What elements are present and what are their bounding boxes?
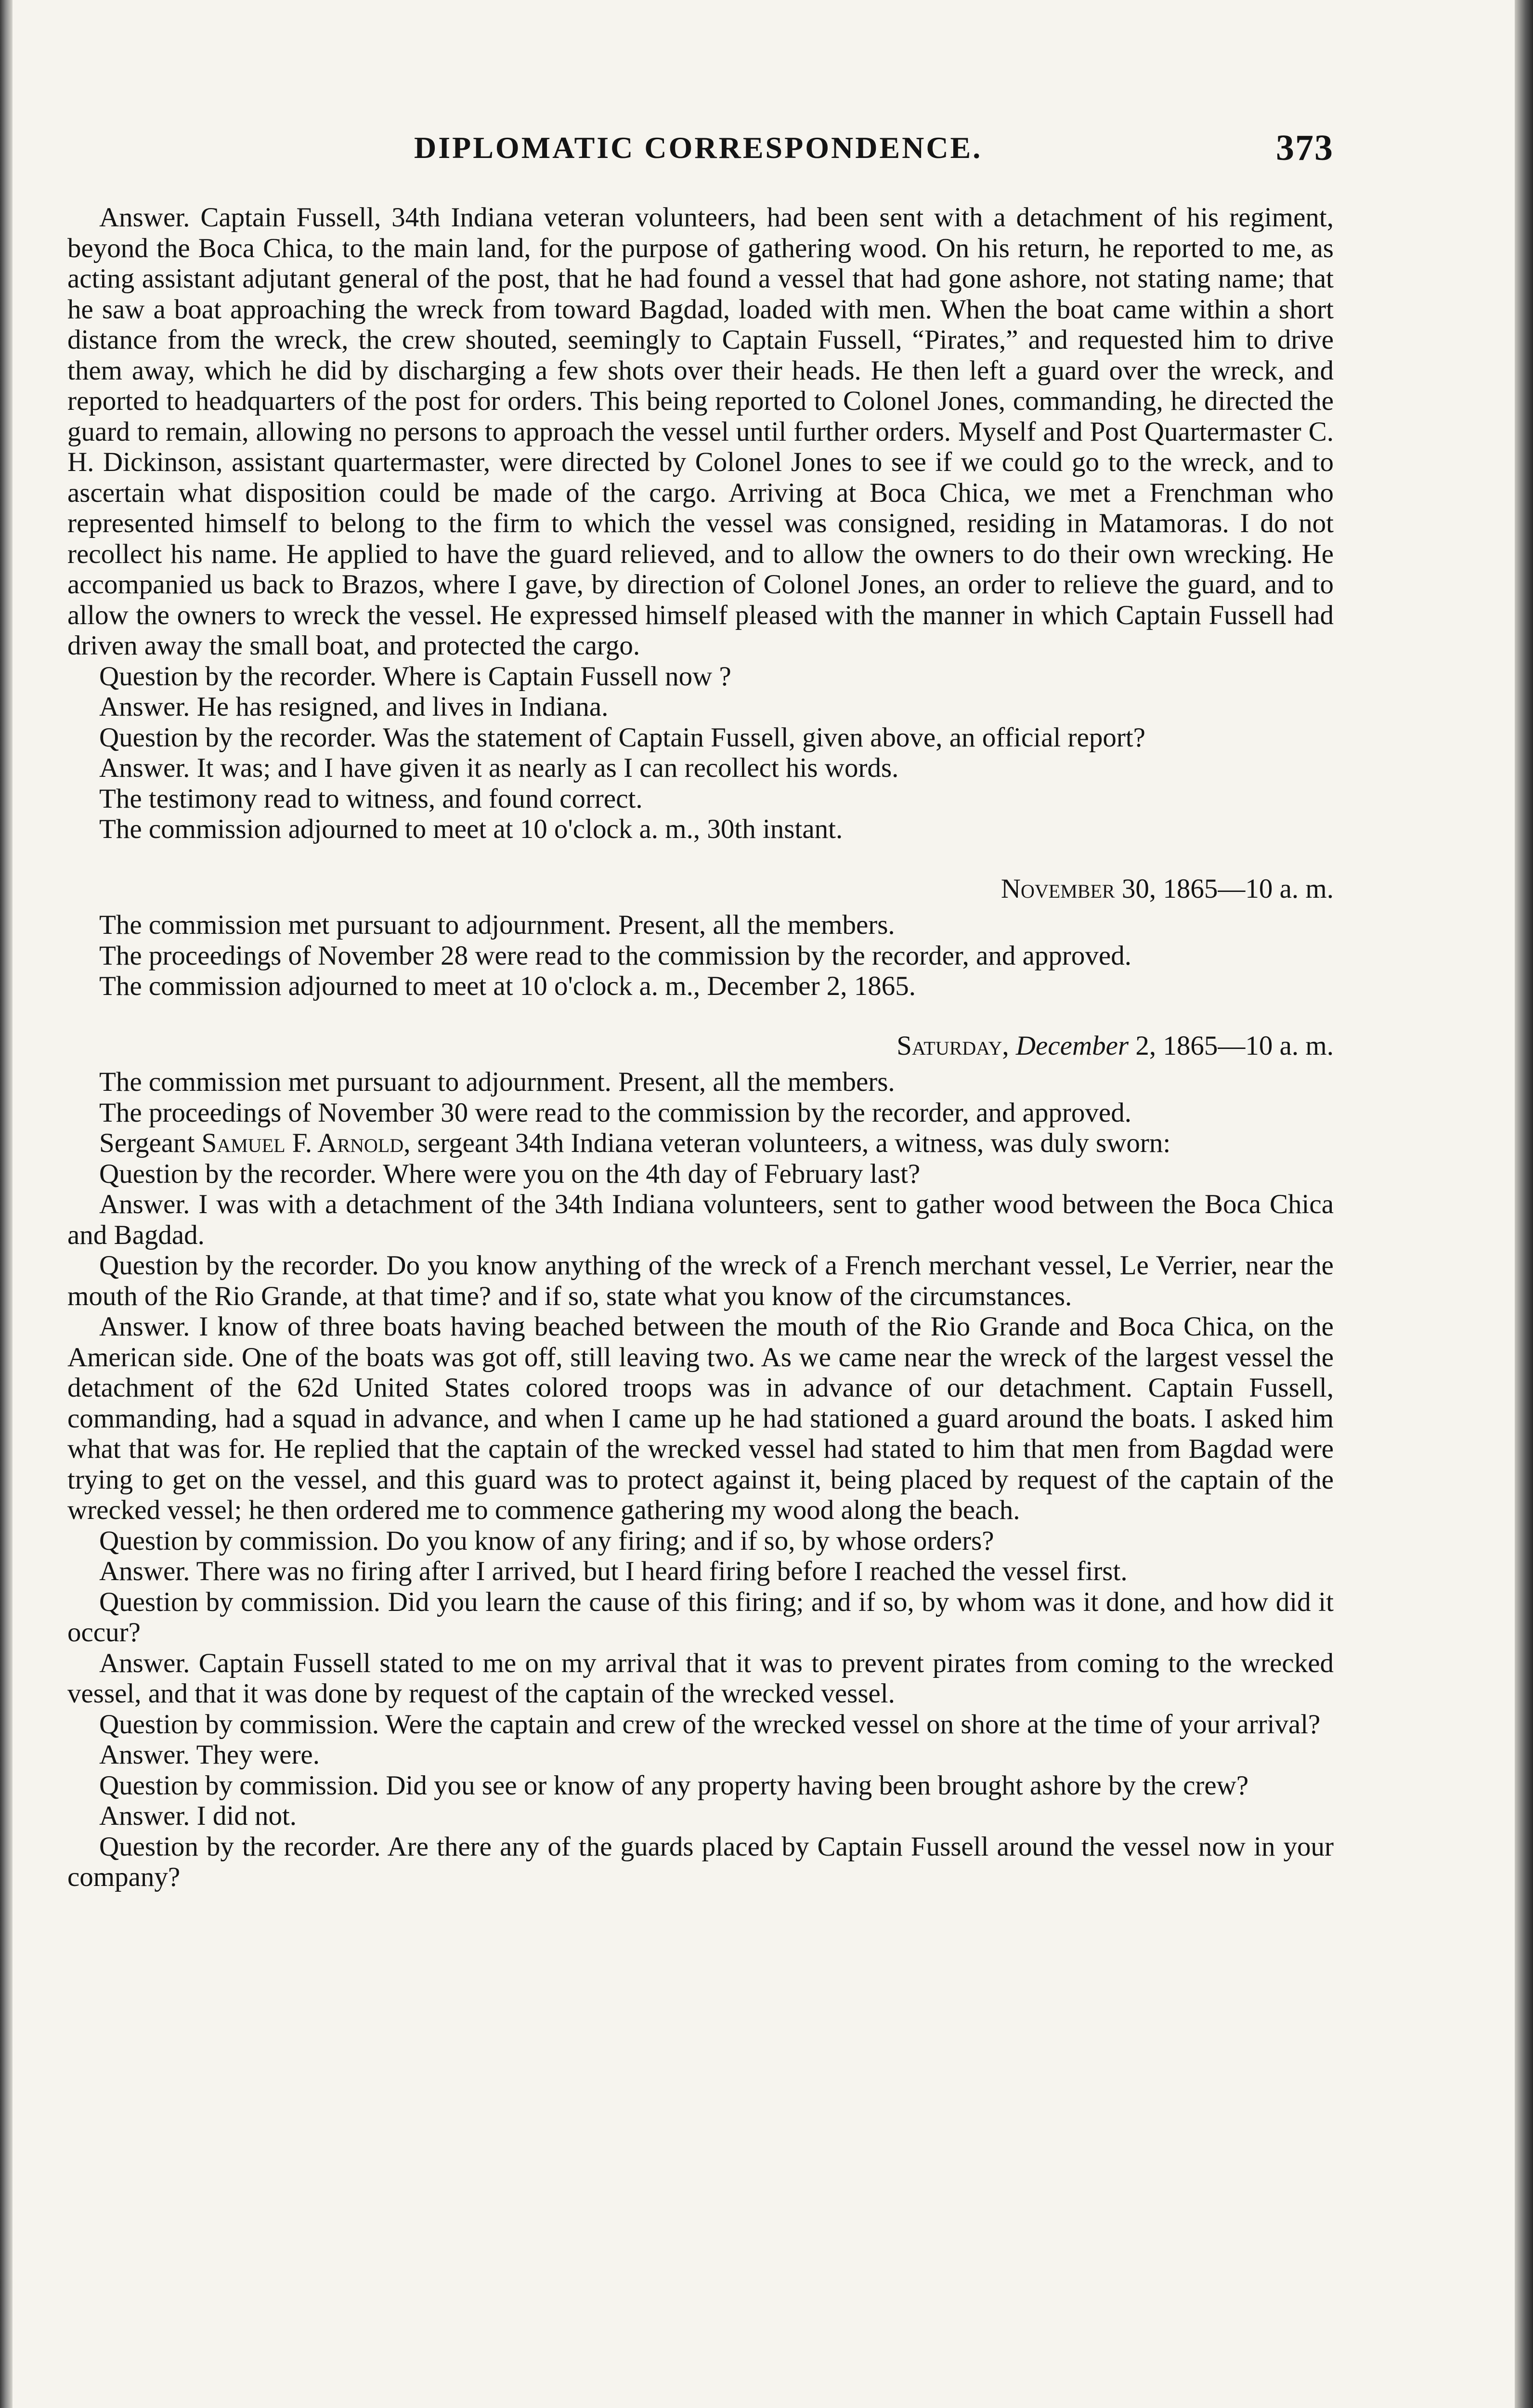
paragraph-question: Question by the recorder. Do you know anything of the wreck of a French merchant vessel, Le Verrier, near the mouth of the Rio Grande, at that time? and if so, state what you know of the circumstances.: [67, 1250, 1334, 1311]
paragraph-adjournment: The commission adjourned to meet at 10 o'clock a. m., December 2, 1865.: [99, 971, 916, 1001]
paragraph-question: Question by the recorder. Was the statement of Captain Fussell, given above, an official report?: [99, 722, 1145, 753]
dateline-rest: 2, 1865—10 a. m.: [1135, 1030, 1334, 1061]
witness-name: Samuel F. Arnold,: [201, 1128, 411, 1158]
paragraph-proceedings: The proceedings of November 28 were read to the commission by the recorder, and approved.: [99, 940, 1131, 971]
paragraph-statement: The testimony read to witness, and found correct.: [99, 783, 643, 814]
paragraph-question: Question by the recorder. Where is Captain Fussell now ?: [99, 661, 731, 692]
paragraph-answer: Answer. He has resigned, and lives in Indiana.: [99, 692, 609, 722]
dateline-december-2: [67, 1031, 1334, 1061]
paragraph-witness-sworn: [67, 1128, 1334, 1159]
witness-description: sergeant 34th Indiana veteran volunteers, a witness, was duly sworn:: [417, 1128, 1171, 1158]
dateline-november-30: [67, 874, 1334, 904]
paragraph-answer: Answer. It was; and I have given it as nearly as I can recollect his words.: [99, 753, 899, 783]
running-title: DIPLOMATIC CORRESPONDENCE.: [414, 131, 983, 165]
witness-rank: Sergeant: [99, 1128, 195, 1158]
paragraph-adjournment: The commission adjourned to meet at 10 o'clock a. m., 30th instant.: [99, 814, 843, 844]
page-header: [67, 130, 1334, 173]
paragraph-proceedings: The proceedings of November 30 were read to the commission by the recorder, and approved.: [99, 1097, 1131, 1128]
paragraph-question: Question by the recorder. Where were you on the 4th day of February last?: [99, 1158, 921, 1189]
paragraph-answer: Answer. They were.: [99, 1740, 320, 1770]
paragraph-question: Question by the recorder. Are there any of the guards placed by Captain Fussell around the vessel now in your company?: [67, 1831, 1334, 1892]
paragraph-question: Question by commission. Did you see or know of any property having been brought ashore by the crew?: [99, 1770, 1249, 1801]
scan-left-edge: [0, 0, 13, 2408]
page-number: 373: [1276, 128, 1334, 168]
paragraph-question: Question by commission. Do you know of any firing; and if so, by whose orders?: [99, 1525, 994, 1556]
dateline-month: December: [1015, 1030, 1129, 1061]
body-text: [67, 202, 1334, 1893]
paragraph-question: Question by commission. Were the captain and crew of the wrecked vessel on shore at the time of your arrival?: [99, 1709, 1321, 1740]
paragraph-meeting: The commission met pursuant to adjournment. Present, all the members.: [99, 1067, 895, 1097]
dateline-day: Saturday,: [896, 1030, 1009, 1061]
paragraph-answer-fussell-report: Answer. Captain Fussell, 34th Indiana veteran volunteers, had been sent with a detachment of his regiment, beyond the Boca Chica, to the main land, for the purpose of gathering wood. On his return, he reported to me, as acting assistant adjutant general of the post, that he had found a vessel that had gone ashore, not stating name; that he saw a boat approaching the wreck from toward Bagdad, loaded with men. When the boat came within a short distance from the wreck, the crew shouted, seemingly to Captain Fussell, “Pirates,” and requested him to drive them away, which he did by discharging a few shots over their heads. He then left a guard over the wreck, and reported to headquarters of the post for orders. This being reported to Colonel Jones, commanding, he directed the guard to remain, allowing no persons to approach the vessel until further orders. Myself and Post Quartermaster C. H. Dickinson, assistant quartermaster, were directed by Colonel Jones to see if we could go to the wreck, and to ascertain what disposition could be made of the cargo. Arriving at Boca Chica, we met a Frenchman who represented himself to belong to the firm to which the vessel was consigned, residing in Matamoras. I do not recollect his name. He applied to have the guard relieved, and to allow the owners to do their own wrecking. He accompanied us back to Brazos, where I gave, by direction of Colonel Jones, an order to relieve the guard, and to allow the owners to wreck the vessel. He expressed himself pleased with the manner in which Captain Fussell had driven away the small boat, and protected the cargo.: [67, 202, 1334, 661]
paragraph-question: Question by commission. Did you learn the cause of this firing; and if so, by whom was it done, and how did it occur?: [67, 1586, 1334, 1648]
paragraph-meeting: The commission met pursuant to adjournment. Present, all the members.: [99, 910, 895, 940]
paragraph-answer: Answer. I did not.: [99, 1801, 297, 1831]
scan-right-edge: [1515, 0, 1533, 2408]
paragraph-answer: Answer. I know of three boats having beached between the mouth of the Rio Grande and Boca Chica, on the American side. One of the boats was got off, still leaving two. As we came near the wreck of the largest vessel the detachment of the 62d United States colored troops was in advance of our detachment. Captain Fussell, commanding, had a squad in advance, and when I came up he had stationed a guard around the boats. I asked him what that was for. He replied that the captain of the wrecked vessel had stated to him that men from Bagdad were trying to get on the vessel, and this guard was to protect against it, being placed by request of the captain of the wrecked vessel; he then ordered me to commence gathering my wood along the beach.: [67, 1311, 1334, 1525]
dateline-rest: 30, 1865—10 a. m.: [1121, 873, 1334, 904]
paragraph-answer: Answer. Captain Fussell stated to me on my arrival that it was to prevent pirates from coming to the wrecked vessel, and that it was done by request of the captain of the wrecked vessel.: [67, 1648, 1334, 1709]
paragraph-answer: Answer. I was with a detachment of the 34th Indiana volunteers, sent to gather wood between the Boca Chica and Bagdad.: [67, 1189, 1334, 1250]
dateline-day: November: [1000, 873, 1115, 904]
paragraph-answer: Answer. There was no firing after I arrived, but I heard firing before I reached the vessel first.: [99, 1556, 1128, 1586]
